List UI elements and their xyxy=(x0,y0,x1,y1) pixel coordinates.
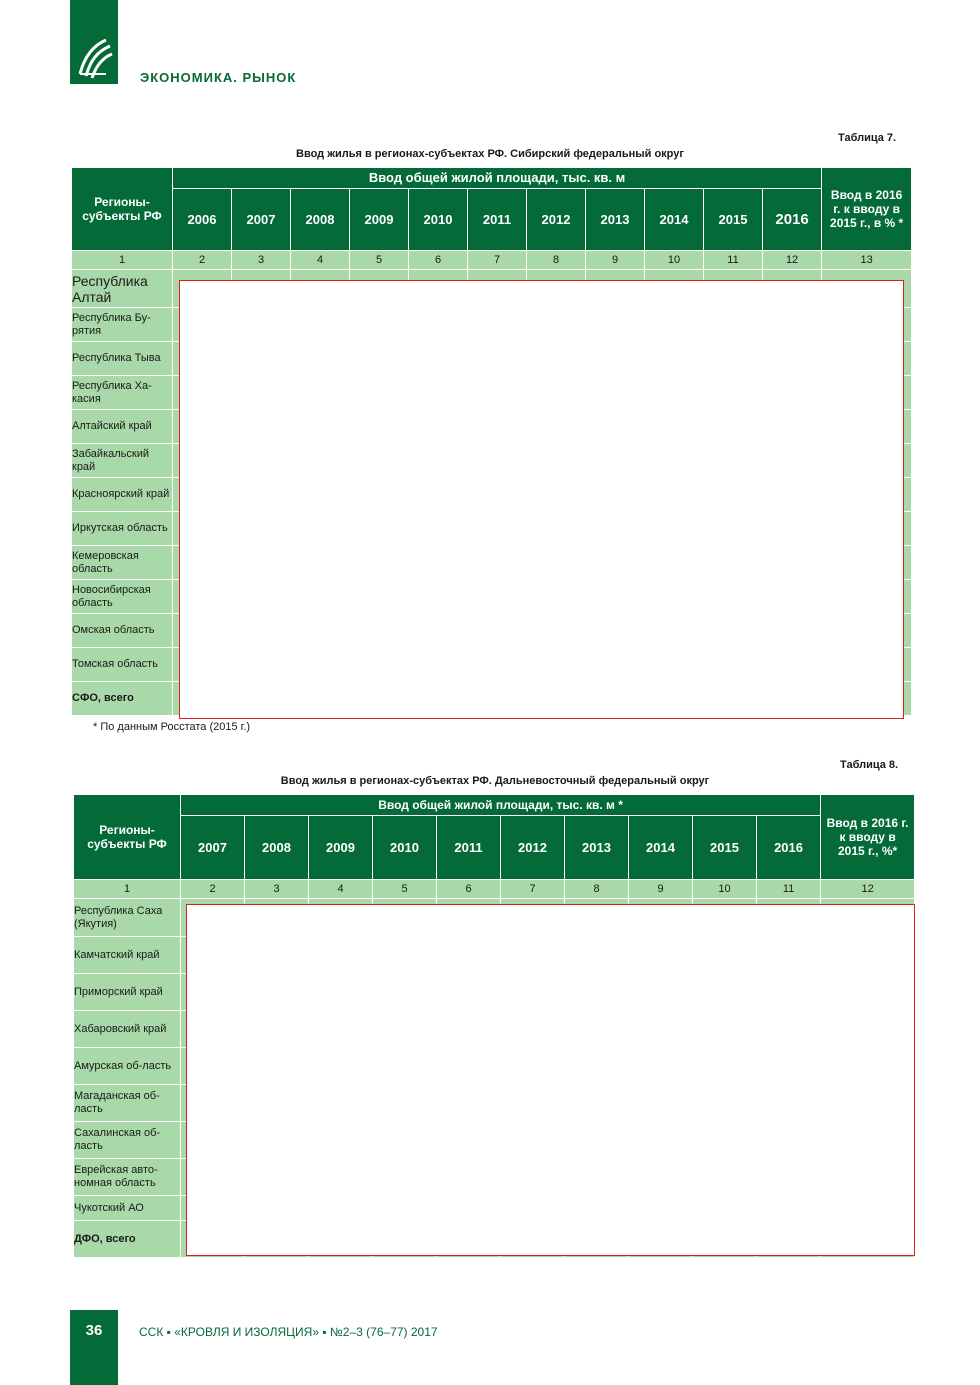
table8-column-number: 5 xyxy=(373,880,437,899)
table8-column-number: 2 xyxy=(181,880,245,899)
page-number: 36 xyxy=(85,1322,103,1339)
table7-column-number: 1 xyxy=(72,251,173,270)
table8-data-area xyxy=(186,904,915,1256)
table7-region-name: Омская область xyxy=(72,614,173,648)
footer-journal: ССК ▪ «КРОВЛЯ И ИЗОЛЯЦИЯ» ▪ №2–3 (76–77) 2017 xyxy=(139,1325,438,1339)
table7-region-name: Кемеровская область xyxy=(72,546,173,580)
table8-region-header: Регионы-субъекты РФ xyxy=(74,795,181,880)
table7-year-header: 2015 xyxy=(704,189,763,251)
table8-region-name: Амурская об-ласть xyxy=(74,1048,181,1085)
section-title: ЭКОНОМИКА. РЫНОК xyxy=(140,70,297,85)
table8-column-number: 10 xyxy=(693,880,757,899)
table7-column-number: 12 xyxy=(763,251,822,270)
table7-year-header: 2011 xyxy=(468,189,527,251)
leaf-logo-icon xyxy=(76,34,114,80)
table8-year-header: 2011 xyxy=(437,816,501,880)
table7-year-header: 2009 xyxy=(350,189,409,251)
table8-year-header: 2010 xyxy=(373,816,437,880)
table7-year-header: 2007 xyxy=(232,189,291,251)
table7-group-header: Ввод общей жилой площади, тыс. кв. м xyxy=(173,168,822,189)
table8-label: Таблица 8. xyxy=(840,759,899,771)
table8-year-header: 2015 xyxy=(693,816,757,880)
table7-footnote: * По данным Росстата (2015 г.) xyxy=(93,721,251,733)
table8-column-number: 1 xyxy=(74,880,181,899)
table8-column-number: 6 xyxy=(437,880,501,899)
table7-region-name: Красноярский край xyxy=(72,478,173,512)
table8-year-header: 2013 xyxy=(565,816,629,880)
table7-column-number: 9 xyxy=(586,251,645,270)
table7-region-name: Новосибирская область xyxy=(72,580,173,614)
table8-region-name: Камчатский край xyxy=(74,937,181,974)
table7-column-number: 6 xyxy=(409,251,468,270)
table7-region-name: Томская область xyxy=(72,648,173,682)
table7-ratio-header: Ввод в 2016 г. к вводу в 2015 г., в % * xyxy=(822,168,912,251)
table7-year-header: 2016 xyxy=(763,189,822,251)
table8-year-header: 2007 xyxy=(181,816,245,880)
table8-year-header: 2009 xyxy=(309,816,373,880)
table7-column-number: 5 xyxy=(350,251,409,270)
table8-column-number: 8 xyxy=(565,880,629,899)
table8-column-number: 4 xyxy=(309,880,373,899)
table7-year-header: 2010 xyxy=(409,189,468,251)
table8-ratio-header: Ввод в 2016 г. к вводу в 2015 г., %* xyxy=(821,795,915,880)
table8-year-header: 2014 xyxy=(629,816,693,880)
table8-column-number: 11 xyxy=(757,880,821,899)
table7-year-header: 2013 xyxy=(586,189,645,251)
table8-year-header: 2016 xyxy=(757,816,821,880)
table7-region-name: Республика Бу-рятия xyxy=(72,308,173,342)
table7-year-header: 2008 xyxy=(291,189,350,251)
table8-region-name: Чукотский АО xyxy=(74,1196,181,1221)
table8-year-header: 2008 xyxy=(245,816,309,880)
table8-region-name: Еврейская авто-номная область xyxy=(74,1159,181,1196)
table7-region-name: Республика Ха-касия xyxy=(72,376,173,410)
table8-year-header: 2012 xyxy=(501,816,565,880)
table7-column-number: 7 xyxy=(468,251,527,270)
table7-region-name: Иркутская область xyxy=(72,512,173,546)
table7-region-name: Республика Алтай xyxy=(72,270,173,308)
table7-year-header: 2006 xyxy=(173,189,232,251)
table8-column-number: 7 xyxy=(501,880,565,899)
table7-column-number: 11 xyxy=(704,251,763,270)
table7-region-header: Регионы-субъекты РФ xyxy=(72,168,173,251)
table7-column-number: 4 xyxy=(291,251,350,270)
table8-region-name: ДФО, всего xyxy=(74,1221,181,1258)
table7-region-name: СФО, всего xyxy=(72,682,173,716)
table7-year-header: 2014 xyxy=(645,189,704,251)
table8-column-number: 3 xyxy=(245,880,309,899)
table8-column-number: 12 xyxy=(821,880,915,899)
table8-region-name: Приморский край xyxy=(74,974,181,1011)
table7-column-number: 2 xyxy=(173,251,232,270)
table7-data-area xyxy=(179,280,904,719)
table7-label: Таблица 7. xyxy=(838,132,897,144)
table7-region-name: Республика Тыва xyxy=(72,342,173,376)
table7-column-number: 3 xyxy=(232,251,291,270)
table8-group-header: Ввод общей жилой площади, тыс. кв. м * xyxy=(181,795,821,816)
table8-region-name: Сахалинская об-ласть xyxy=(74,1122,181,1159)
table7-column-number: 8 xyxy=(527,251,586,270)
table7-column-number: 13 xyxy=(822,251,912,270)
table7-region-name: Алтайский край xyxy=(72,410,173,444)
table7-year-header: 2012 xyxy=(527,189,586,251)
table7-region-name: Забайкальский край xyxy=(72,444,173,478)
table8-caption: Ввод жилья в регионах-субъектах РФ. Дальневосточный федеральный округ xyxy=(280,775,710,787)
table8-column-number: 9 xyxy=(629,880,693,899)
table7-column-number: 10 xyxy=(645,251,704,270)
table7-caption: Ввод жилья в регионах-субъектах РФ. Сибирский федеральный округ xyxy=(296,148,684,160)
table8-region-name: Магаданская об-ласть xyxy=(74,1085,181,1122)
table8-region-name: Республика Саха (Якутия) xyxy=(74,899,181,937)
table8-region-name: Хабаровский край xyxy=(74,1011,181,1048)
